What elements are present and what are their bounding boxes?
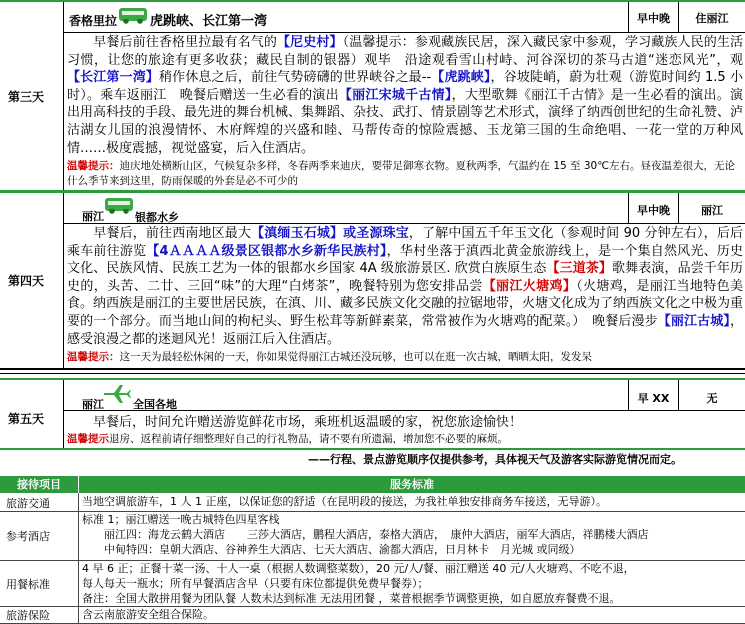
- day4-label: 第四天: [8, 274, 45, 288]
- day4-text-segment: （火塘鸡，是丽江当地特色美食。纳西族是丽江的主要世居民族，在滇、川、藏多民族文化交融的拉锯地带，火塘文化成为了纳西族文化之中极为重要的一个部分。而当地山间的枸杞头、野生松茸等新鲜素菜，常常被作为火塘鸡的配菜。） 晚餐后漫步: [67, 278, 744, 329]
- day4-tip-text: 这一天为最轻松休闲的一天，你如果觉得丽江古城还没玩够，也可以在逛一次古城，晒晒太阳，发发呆: [119, 351, 592, 363]
- day4-text-segment: 早餐后，前往西南地区最大: [67, 226, 252, 241]
- day5-tip-label: 温馨提示: [67, 433, 109, 445]
- day3-label: 第三天: [8, 90, 45, 104]
- service-row-label: 旅游保险: [6, 609, 50, 622]
- service-row-text: 含云南旅游安全组合保险。: [82, 608, 214, 621]
- day5-route-to: 全国各地: [133, 398, 177, 411]
- service-row-text: 标准 1；丽江赠送一晚古城特色四星客栈: [82, 513, 280, 526]
- service-row-text: 丽江四：海龙云鹤大酒店 三莎大酒店，鹏程大酒店，泰格大酒店， 康仲大酒店，丽军大酒店，祥鹏楼大酒店: [82, 528, 649, 541]
- day3-text-segment: 【丽江宋城千古情】: [338, 87, 452, 103]
- day3-hotel: 住丽江: [695, 12, 729, 25]
- day5-tip-text: 退房、返程前请仔细整理好自己的行礼物品，请不要有所遗漏，增加您不必要的麻烦。: [109, 433, 508, 445]
- day3-tip-text: 迪庆地处横断山区，气候复杂多样，冬春两季来迪庆，要带足御寒衣物。夏秋两季，气温约在 15 至 30℃左右。昼夜温差很大，无论什么季节来到这里，防雨保暖的外套是必不可少的: [67, 160, 736, 187]
- day4-text-segment: 【丽江火塘鸡】: [482, 278, 577, 294]
- day3-route-from: 香格里拉: [69, 14, 118, 28]
- day4-meals: 早中晚: [637, 204, 670, 217]
- day3-text-segment: ，大型歌舞《丽江千古情》是一生必看的演出。演出用高科技的手段、最先进的舞台机械、集舞蹈、杂技、武打、情景剧等艺术形式，演绎了纳西创世纪的生命礼赞、泸沽湖女儿国的浪漫情怀、木府辉煌的兴盛和睦、马帮传奇的惊险震撼、玉龙第三国的生命绝唱、一花一堂的万种风情……极度震撼，视觉盛宴，后入住酒店。: [67, 87, 744, 156]
- day4-route-from: 丽江: [82, 210, 104, 223]
- day4-text-segment: ，感受浪漫之都的迷迴风光！返丽江后入住酒店。: [67, 313, 743, 347]
- day3-text-segment: 早餐后前往香格里拉最有名气的: [67, 35, 278, 50]
- day4-text-segment: 【丽江古城】: [657, 313, 730, 329]
- day3-text-segment: 稍作休息之后，前往气势磅礴的世界峡谷之最--: [158, 70, 432, 86]
- service-row-text: 备注：全国大散拼用餐为团队餐 人数未达到标准 无法用团餐 ，菜普根据季节调整更换，如自愿放弃餐费不退。: [82, 592, 621, 605]
- day3-text-segment: 【长江第一湾】: [67, 70, 159, 86]
- day5-label: 第五天: [8, 412, 45, 426]
- day3-description: [67, 34, 743, 157]
- day4-description: [67, 225, 743, 348]
- day5-description: [67, 414, 743, 432]
- bus-icon: [119, 8, 147, 21]
- day3-tip-label: 温馨提示：: [67, 160, 120, 172]
- day4-text-segment: ，了解中国五千年玉文化（参观时间 90 分钟左右），后后乘车前往游览: [67, 226, 743, 259]
- day3-meals: 早中晚: [637, 12, 670, 25]
- day5-route-from: 丽江: [82, 398, 104, 411]
- day4-text-segment: 【4ＡＡＡＡ级景区银都水乡新华民族村】: [146, 243, 387, 259]
- itinerary-note: ——行程、景点游览顺序仅提供参考，具体视天气及游客实际游览情况而定。: [308, 453, 682, 466]
- service-row-label: 参考酒店: [6, 530, 50, 543]
- day4-text-segment: ，华村坐落于滇西北黄金旅游线上，是一个集自然风光、历史文化、民族风情、民族工艺为一体的银都水乡国家 4A 级旅游景区. 欣赏白族原生态: [67, 243, 743, 277]
- day4-text-segment: 【滇缅玉石城】或圣源珠宝: [251, 226, 409, 241]
- day5-tip: [67, 432, 743, 447]
- day4-route-to: 银都水乡: [135, 211, 179, 224]
- bus-icon: [105, 198, 133, 211]
- service-header-item: 接待项目: [0, 476, 78, 493]
- service-row-text: 4 早 6 正；正餐十菜一汤、十人一桌（根据人数调整菜数），20 元/人/餐、丽江赠送 40 元/人火塘鸡、不吃不退，: [82, 562, 635, 575]
- service-row-text: 每人每天一瓶水；所有早餐酒店含早（只要有床位都提供免费早餐券）；: [82, 577, 429, 590]
- day5-hotel: 无: [706, 392, 718, 405]
- service-header-standard: 服务标准: [79, 476, 745, 493]
- day4-hotel: 丽江: [701, 204, 723, 217]
- day3-text-segment: （温馨提示：参观藏族民居，深入藏民家中参观，学习藏族人民的生活习惯，让您的旅途有更多收获；藏民自制的银器）观毕 沿途观看雪山村峙、河谷深切的茶马古道“迷恋风光”，观: [67, 35, 743, 68]
- day3-route-to: 虎跳峡、长江第一湾: [150, 14, 268, 29]
- day3-text-segment: ，谷坡陡峭，蔚为壮观（游览时间约 1.5 小时）。乘车返丽江 晚餐后赠送一生必看的演出: [67, 70, 743, 103]
- service-row-text: 中甸特四：皇朝大酒店、谷神养生大酒店、七天大酒店、渝都大酒店，日月林卡 月光城 或同级）: [82, 543, 581, 556]
- day4-text-segment: 【三道茶】: [546, 261, 613, 277]
- day5-text-segment: 早餐后，时间允许赠送游览鲜花市场，乘班机返温暖的家，祝您旅途愉快！: [67, 415, 523, 430]
- service-row-label: 用餐标准: [6, 577, 50, 591]
- day5-meals: 早 XX: [637, 392, 670, 405]
- service-row-text: 当地空调旅游车，1 人 1 正座，以保证您的舒适（在昆明段的接送，为我社单独安排商务车接送，无导游）。: [82, 495, 607, 508]
- service-row-label: 旅游交通: [6, 496, 50, 510]
- day3-text-segment: 【尼史村】: [277, 35, 343, 50]
- airplane-icon: [103, 384, 131, 404]
- day4-text-segment: 歌舞表演，品尝千年历史的，头苦、二廿、三回“味”的大理“白烤茶”，晚餐特别为您安排品尝: [67, 261, 743, 294]
- day4-tip-label: 温馨提示：: [67, 351, 120, 363]
- day4-tip: [67, 350, 743, 365]
- day3-text-segment: 【虎跳峡】: [431, 70, 491, 86]
- day3-tip: [67, 159, 743, 189]
